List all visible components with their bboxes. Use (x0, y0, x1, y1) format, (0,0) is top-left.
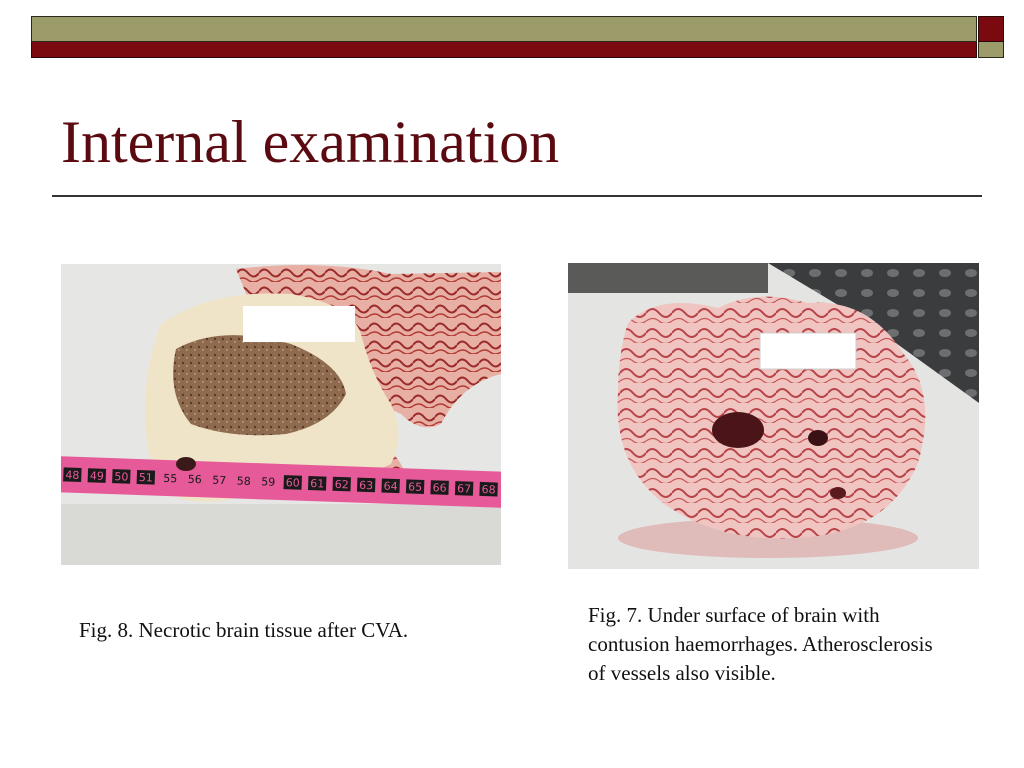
caption-line: Fig. 7. Under surface of brain with (588, 603, 880, 627)
tape-number: 61 (309, 477, 325, 491)
tape-number: 55 (163, 471, 178, 486)
necrotic-brain-tissue-photo (61, 264, 501, 565)
tape-number: 62 (334, 477, 349, 492)
tape-number: 65 (407, 480, 423, 494)
tape-number: 57 (212, 473, 227, 488)
tape-number: 63 (358, 478, 374, 493)
title-divider (52, 195, 982, 197)
tape-number: 48 (65, 468, 80, 482)
header-square-olive (978, 42, 1004, 58)
tape-number: 56 (187, 472, 203, 487)
slide-title: Internal examination (61, 109, 560, 175)
tape-number: 67 (456, 482, 472, 496)
caption-line: contusion haemorrhages. Atherosclerosis (588, 632, 933, 656)
header-square-red (978, 16, 1004, 42)
caption-line: of vessels also visible. (588, 661, 776, 685)
brain-under-surface-photo (568, 263, 979, 569)
figure-7-caption (588, 601, 1018, 688)
tape-number: 59 (261, 475, 276, 489)
tape-number: 68 (481, 483, 496, 497)
tape-number: 66 (432, 481, 447, 495)
tape-number: 58 (236, 474, 251, 488)
tape-number: 51 (138, 471, 154, 485)
tape-number: 49 (89, 469, 105, 483)
tape-number: 50 (114, 470, 129, 484)
header-band-olive (31, 16, 977, 42)
header-band-red (31, 42, 977, 58)
tape-number: 60 (285, 476, 300, 490)
figure-8-caption: Fig. 8. Necrotic brain tissue after CVA. (79, 618, 409, 642)
tape-number: 64 (383, 479, 398, 494)
